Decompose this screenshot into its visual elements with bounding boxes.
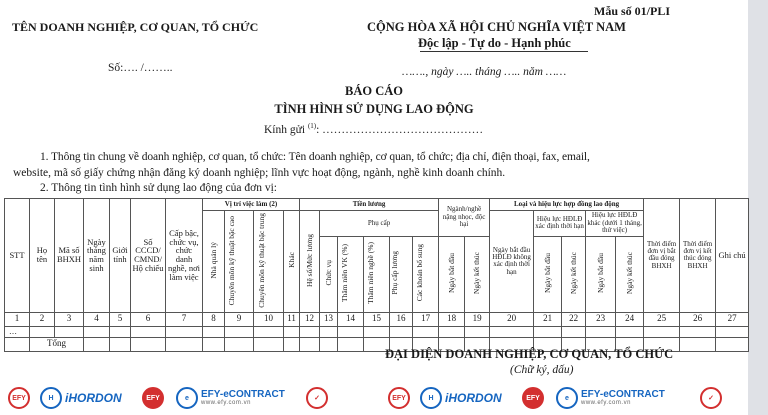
- hordon-logo: H iHORDON: [40, 386, 122, 410]
- col-number: 3: [55, 312, 84, 326]
- col-number: 10: [254, 312, 284, 326]
- col-number: 17: [413, 312, 439, 326]
- header-hd-khong-xd: Ngày bắt đầu HĐLĐ không xác định thời hạn: [490, 211, 534, 313]
- hordon-logo: H iHORDON: [420, 386, 502, 410]
- col-number: 11: [284, 312, 300, 326]
- report-subtitle: TÌNH HÌNH SỬ DỤNG LAO ĐỘNG: [274, 102, 474, 116]
- econtract-icon: e: [176, 387, 198, 409]
- paragraph-1-line-1: 1. Thông tin chung về doanh nghiệp, cơ quan, tổ chức: Tên doanh nghiệp, cơ quan, tổ chức; địa chỉ, điện thoại, fax, email,: [40, 151, 590, 163]
- column-number-row: [5, 312, 749, 326]
- hordon-icon: H: [40, 387, 62, 409]
- efy-icon: EFY: [522, 387, 544, 409]
- header-hd-khac: Hiệu lực HĐLĐ khác (dưới 1 tháng, thử việc): [586, 211, 644, 237]
- signature-note: (Chữ ký, dấu): [510, 364, 574, 376]
- header-phu-cap: Phụ cấp: [320, 211, 439, 237]
- hordon-icon: H: [420, 387, 442, 409]
- econtract-logo: e EFY-eCONTRACT www.efy.com.vn: [556, 386, 665, 410]
- header-vt-bac-trung: Chuyên môn kỹ thuật bậc trung: [254, 211, 284, 313]
- header-pc-cac-khoan: Các khoản bổ sung: [413, 236, 439, 312]
- header-hl-khac-bat-dau: Ngày bắt đầu: [586, 236, 616, 312]
- check-icon: ✓: [306, 387, 328, 409]
- col-number: 25: [644, 312, 680, 326]
- efy-logo: [522, 386, 544, 410]
- header-ngay-sinh: Ngày tháng năm sinh: [84, 199, 110, 313]
- check-icon: ✓: [700, 387, 722, 409]
- country-name: CỘNG HÒA XÃ HỘI CHỦ NGHĨA VIỆT NAM: [367, 20, 626, 34]
- header-ho-ten: Họ tên: [30, 199, 55, 313]
- col-number: 26: [680, 312, 716, 326]
- right-edge-bar: [748, 0, 768, 415]
- motto-underline: [420, 51, 588, 52]
- motto: Độc lập - Tự do - Hạnh phúc: [418, 36, 571, 50]
- econtract-logo: e EFY-eCONTRACT www.efy.com.vn: [176, 386, 285, 410]
- header-pc-chuc-vu: Chức vụ: [320, 236, 338, 312]
- efy-logo: [8, 386, 30, 410]
- report-title: BÁO CÁO: [345, 84, 403, 98]
- col-number: 20: [490, 312, 534, 326]
- paragraph-1-line-2: website, mã số giấy chứng nhận đăng ký doanh nghiệp; lĩnh vực hoạt động, ngành, nghề kinh doanh chính.: [13, 167, 506, 179]
- header-ma-bhxh: Mã số BHXH: [55, 199, 84, 313]
- header-vt-khac: Khác: [284, 211, 300, 313]
- header-hl-khac-ket-thuc: Ngày kết thúc: [616, 236, 644, 312]
- recipient-line: [264, 122, 483, 136]
- header-nn-bat-dau: Ngày bắt đầu: [439, 236, 465, 312]
- date-line: ……., ngày ….. tháng ….. năm ……: [402, 66, 567, 78]
- header-pc-luong: Phụ cấp lương: [390, 236, 413, 312]
- col-number: 18: [439, 312, 465, 326]
- col-number: 16: [390, 312, 413, 326]
- col-number: 19: [465, 312, 490, 326]
- col-number: 9: [225, 312, 254, 326]
- header-hl-xd-ket-thuc: Ngày kết thúc: [562, 236, 586, 312]
- blank-cell: …: [5, 326, 30, 337]
- col-number: 6: [131, 312, 166, 326]
- header-tien-luong: Tiền lương: [300, 199, 439, 211]
- header-vi-tri: Vị trí việc làm (2): [203, 199, 300, 211]
- col-number: 24: [616, 312, 644, 326]
- check-logo: [306, 386, 328, 410]
- col-number: 5: [110, 312, 131, 326]
- recipient-dots: : ……………………………………: [316, 123, 484, 136]
- header-pc-tham-nien-nghe: Thâm niên nghề (%): [364, 236, 390, 312]
- header-thoi-diem-bat-dau: Thời điểm đơn vị bắt đầu đóng BHXH: [644, 199, 680, 313]
- header-hop-dong: Loại và hiệu lực hợp đồng lao động: [490, 199, 644, 211]
- header-he-so: Hệ số/Mức lương: [300, 211, 320, 313]
- recipient-footnote: (1): [307, 122, 317, 130]
- org-name: TÊN DOANH NGHIỆP, CƠ QUAN, TỔ CHỨC: [12, 20, 259, 34]
- header-cap-bac: Cấp bậc, chức vụ, chức danh nghề, nơi làm việc: [166, 199, 203, 313]
- col-number: 15: [364, 312, 390, 326]
- signature-title: ĐẠI DIỆN DOANH NGHIỆP, CƠ QUAN, TỔ CHỨC: [385, 347, 674, 361]
- blank-row: [5, 326, 749, 337]
- col-number: 23: [586, 312, 616, 326]
- col-number: 4: [84, 312, 110, 326]
- col-number: 27: [716, 312, 749, 326]
- econtract-icon: e: [556, 387, 578, 409]
- col-number: 22: [562, 312, 586, 326]
- efy-icon: EFY: [388, 387, 410, 409]
- form-number: Mẫu số 01/PLI: [594, 4, 671, 18]
- col-number: 21: [534, 312, 562, 326]
- total-label: Tổng: [30, 337, 84, 351]
- col-number: 12: [300, 312, 320, 326]
- efy-icon: EFY: [8, 387, 30, 409]
- efy-logo: [388, 386, 410, 410]
- labor-usage-table: [4, 198, 749, 352]
- header-hd-xac-dinh: Hiệu lực HĐLĐ xác định thời hạn: [534, 211, 586, 237]
- header-thoi-diem-ket-thuc: Thời điểm đơn vị kết thúc đóng BHXH: [680, 199, 716, 313]
- col-number: 2: [30, 312, 55, 326]
- col-number: 7: [166, 312, 203, 326]
- header-nganh-nghe: Ngành/nghề nặng nhọc, độc hại: [439, 199, 490, 237]
- efy-logo: [142, 386, 164, 410]
- header-stt: STT: [5, 199, 30, 313]
- efy-icon: EFY: [142, 387, 164, 409]
- check-logo: [700, 386, 722, 410]
- header-gioi-tinh: Giới tính: [110, 199, 131, 313]
- paragraph-2: 2. Thông tin tình hình sử dụng lao động của đơn vị:: [40, 182, 277, 194]
- col-number: 8: [203, 312, 225, 326]
- header-hl-xd-bat-dau: Ngày bắt đầu: [534, 236, 562, 312]
- doc-number: Số:…. /……..: [108, 62, 173, 74]
- header-vt-bac-cao: Chuyên môn kỹ thuật bậc cao: [225, 211, 254, 313]
- col-number: 1: [5, 312, 30, 326]
- header-nn-ket-thuc: Ngày kết thúc: [465, 236, 490, 312]
- header-ghi-chu: Ghi chú: [716, 199, 749, 313]
- header-pc-tham-nien-vk: Thâm niên VK (%): [338, 236, 364, 312]
- col-number: 13: [320, 312, 338, 326]
- footer-logo-strip: [0, 380, 748, 415]
- header-vt-quan-ly: Nhà quản lý: [203, 211, 225, 313]
- header-cccd: Số CCCD/ CMND/ Hộ chiếu: [131, 199, 166, 313]
- recipient-label: Kính gửi: [264, 123, 306, 136]
- col-number: 14: [338, 312, 364, 326]
